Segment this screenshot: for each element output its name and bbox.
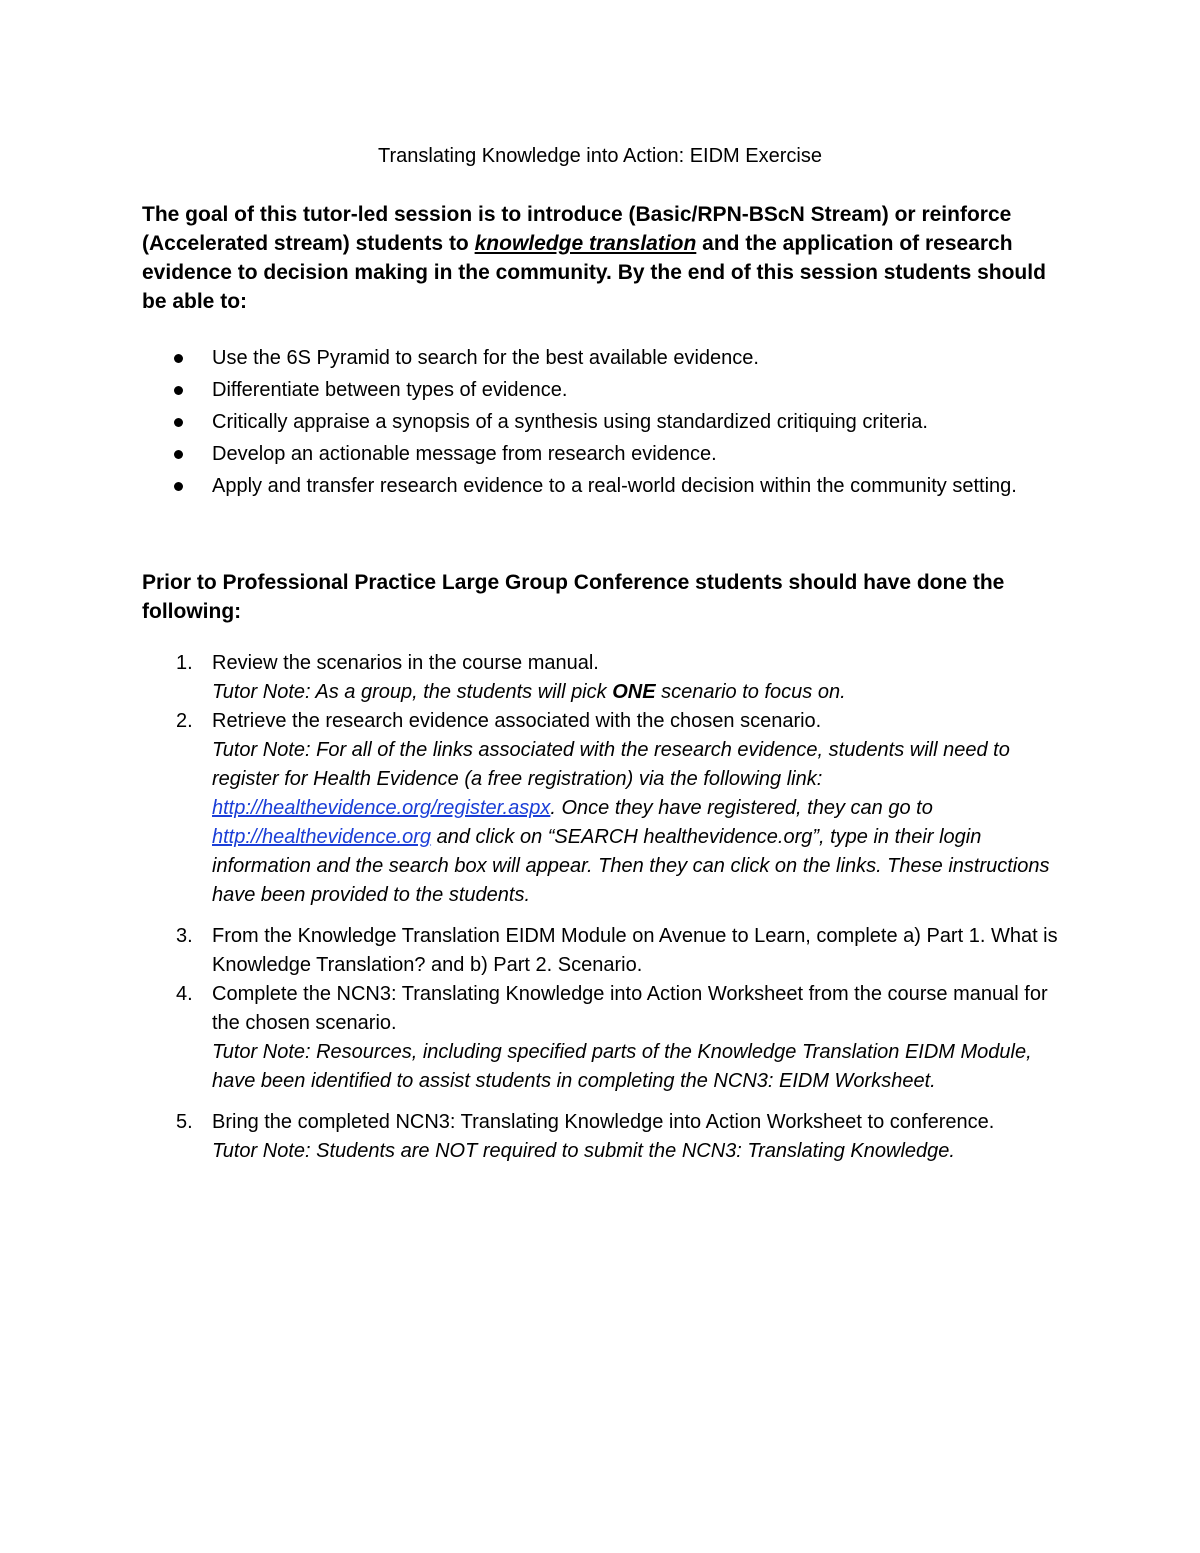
list-item: [142, 374, 1062, 406]
intro-text-1: The goal of this tutor-led session is to introduce (Basic/RPN-BScN Stream) or reinforce (Accelerated stream) students to: [142, 203, 1012, 255]
tutor-note: Tutor Note: Students are NOT required to submit the NCN3: Translating Knowledge.: [212, 1140, 955, 1162]
step-text: Bring the completed NCN3: Translating Knowledge into Action Worksheet to conference.: [212, 1111, 995, 1133]
healthevidence-link[interactable]: http://healthevidence.org: [212, 826, 432, 848]
note-text: scenario to focus on.: [655, 681, 846, 703]
goal-text: Critically appraise a synopsis of a synthesis using standardized critiquing criteria.: [212, 411, 928, 433]
step-number: 2.: [176, 710, 193, 732]
note-text: . Once they have registered, they can go to: [550, 797, 933, 819]
step-number: 5.: [176, 1111, 193, 1133]
goal-text: Develop an actionable message from research evidence.: [212, 443, 717, 465]
goal-text: Apply and transfer research evidence to a real-world decision within the community setting.: [212, 475, 1017, 497]
note-text: Tutor Note: As a group, the students will pick: [212, 681, 613, 703]
note-text: and click on “SEARCH healthevidence.org”, type in their login information and the search box will appear. Then they can click on the links. These instructions have been provided to the students.: [212, 826, 1050, 906]
note-text: Tutor Note: For all of the links associated with the research evidence, students will need to register for Health Evidence (a free registration) via the following link:: [212, 739, 1010, 790]
intro-text-2: and the application of research evidence to decision making in the community. By the end of this session students should be able to:: [142, 232, 1046, 313]
bullet-icon: [174, 354, 183, 363]
goal-text: Differentiate between types of evidence.: [212, 379, 568, 401]
note-emphasis: ONE: [612, 681, 656, 703]
tutor-note: [212, 678, 1062, 707]
step-number: 1.: [176, 652, 193, 674]
register-link[interactable]: http://healthevidence.org/register.aspx: [212, 797, 551, 819]
goal-text: Use the 6S Pyramid to search for the best available evidence.: [212, 347, 759, 369]
step-1: [142, 649, 1062, 707]
intro-paragraph: [142, 200, 1062, 316]
list-item: [142, 342, 1062, 374]
step-text: Retrieve the research evidence associated with the chosen scenario.: [212, 710, 822, 732]
step-5: [142, 1108, 1062, 1166]
document-title: Translating Knowledge into Action: EIDM Exercise: [378, 145, 822, 167]
step-number: 4.: [176, 983, 193, 1005]
bullet-icon: [174, 386, 183, 395]
step-text: From the Knowledge Translation EIDM Module on Avenue to Learn, complete a) Part 1. What is Knowledge Translation? and b) Part 2. Scenario.: [212, 925, 1058, 976]
step-4: [142, 980, 1062, 1096]
step-3: [142, 922, 1062, 980]
tutor-note: Tutor Note: Resources, including specified parts of the Knowledge Translation EIDM Module, have been identified to assist students in completing the NCN3: EIDM Worksheet.: [212, 1041, 1032, 1092]
step-text: Complete the NCN3: Translating Knowledge into Action Worksheet from the course manual for the chosen scenario.: [212, 983, 1048, 1034]
goals-list: [142, 342, 1062, 502]
tutor-note: [212, 736, 1062, 910]
bullet-icon: [174, 450, 183, 459]
step-text: Review the scenarios in the course manual.: [212, 652, 599, 674]
list-item: [142, 470, 1062, 502]
prior-heading: Prior to Professional Practice Large Group Conference students should have done the following:: [142, 571, 1005, 623]
step-2: [142, 707, 1062, 910]
intro-emphasis: knowledge translation: [474, 232, 697, 255]
bullet-icon: [174, 418, 183, 427]
list-item: [142, 438, 1062, 470]
bullet-icon: [174, 482, 183, 491]
step-number: 3.: [176, 925, 193, 947]
steps-list: [142, 649, 1062, 1166]
list-item: [142, 406, 1062, 438]
